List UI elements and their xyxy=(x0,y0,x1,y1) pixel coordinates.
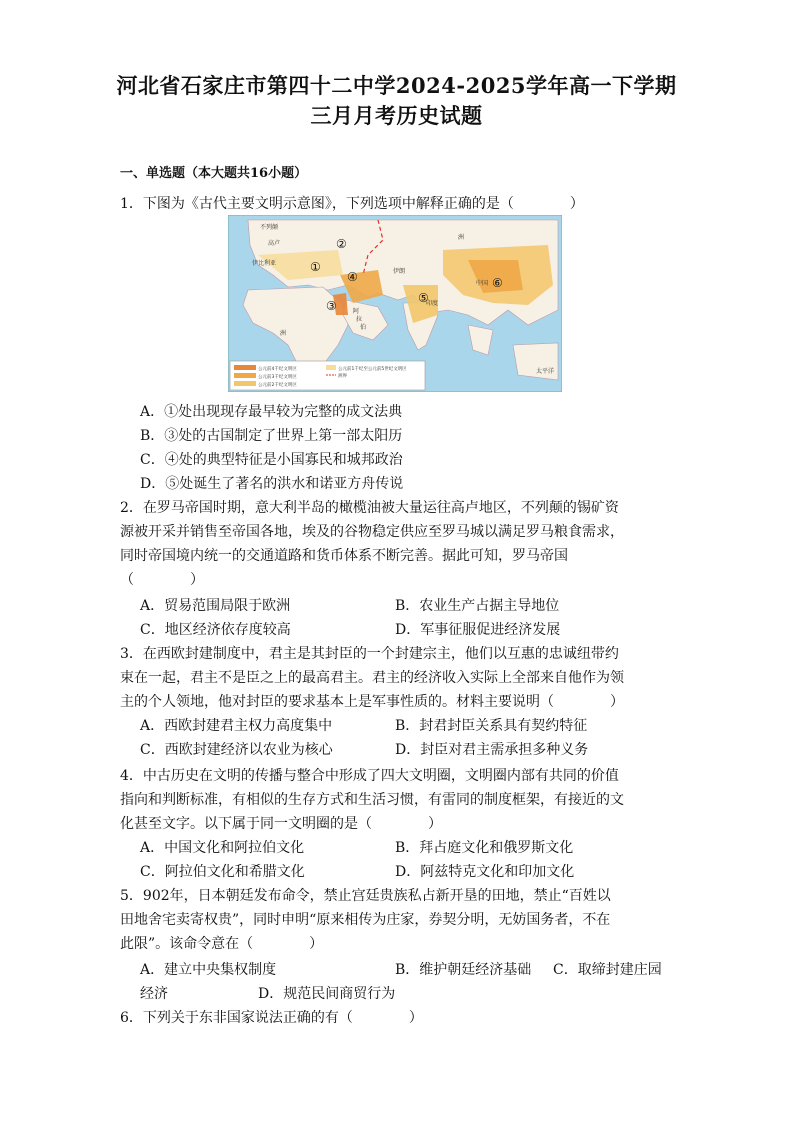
legend-2: 公元前3千纪文明区 xyxy=(258,375,297,380)
label-zhongguo: 中国 xyxy=(476,280,489,287)
q4-line1: 4．中古历史在文明的传播与整合中形成了四大文明圈，文明圈内部有共同的价值 xyxy=(120,768,619,784)
q6-line1: 6．下列关于东非国家说法正确的有（ ） xyxy=(120,1010,423,1026)
q1-option-c: C．④处的典型特征是小国寡民和城邦政治 xyxy=(140,452,403,468)
label-yilang: 伊朗 xyxy=(393,268,406,275)
label-taipingyang: 太平洋 xyxy=(536,368,555,375)
q3-option-c: C．西欧封建经济以农业为核心 xyxy=(140,742,333,758)
marker-5: ⑤ xyxy=(418,291,429,305)
q5-option-d: D．规范民间商贸行为 xyxy=(258,986,396,1002)
legend-5: 洲界 xyxy=(338,374,347,379)
q1-option-d: D．⑤处诞生了著名的洪水和诺亚方舟传说 xyxy=(140,476,404,492)
section-heading: 一、单选题（本大题共16小题） xyxy=(120,166,308,181)
document-title-line2: 三月月考历史试题 xyxy=(310,103,483,128)
q2-option-c: C．地区经济依存度较高 xyxy=(140,622,291,638)
q1-option-a: A．①处出现现存最早较为完整的成文法典 xyxy=(140,404,403,420)
marker-1: ① xyxy=(310,260,321,274)
q1-option-b: B．③处的古国制定了世界上第一部太阳历 xyxy=(140,428,403,444)
q4-line3: 化甚至文字。以下属于同一文明圈的是（ ） xyxy=(120,816,442,832)
q5-line1: 5．902年，日本朝廷发布命令，禁止宫廷贵族私占新开垦的田地，禁止“百姓以 xyxy=(120,888,611,904)
q2-line4: （ ） xyxy=(120,572,204,588)
legend-3: 公元前2千纪文明区 xyxy=(258,383,297,388)
q3-option-b: B．封君封臣关系具有契约特征 xyxy=(395,718,588,734)
q2-line1: 2．在罗马帝国时期，意大利半岛的橄榄油被大量运往高卢地区，不列颠的锡矿资 xyxy=(120,500,619,516)
q5-line3: 此限”。该命令意在（ ） xyxy=(120,936,324,952)
q5-option-c-continued: 经济 xyxy=(140,986,168,1002)
marker-2: ② xyxy=(336,237,347,251)
label-buliedian: 不列颠 xyxy=(260,224,279,231)
q5-option-c: C．取缔封建庄园 xyxy=(553,962,662,978)
ancient-civilizations-map xyxy=(228,215,562,392)
q2-option-d: D．军事征服促进经济发展 xyxy=(395,622,561,638)
label-la: 拉 xyxy=(356,316,363,323)
label-a: 阿 xyxy=(353,308,360,315)
q3-line2: 束在一起，君主不是臣之上的最高君主。君主的经济收入实际上全部来自他作为领 xyxy=(120,670,624,686)
q4-line2: 指向和判断标准，有相似的生存方式和生活习惯，有雷同的制度框架，有接近的文 xyxy=(120,792,624,808)
marker-6: ⑥ xyxy=(492,276,503,290)
q5-option-a: A．建立中央集权制度 xyxy=(140,962,277,978)
label-yibiliya: 伊比利亚 xyxy=(252,260,277,267)
label-zhou1: 洲 xyxy=(280,330,287,337)
q5-option-b: B．维护朝廷经济基础 xyxy=(395,962,532,978)
legend-1: 公元前4千纪文明区 xyxy=(258,367,297,372)
marker-3: ③ xyxy=(326,299,337,313)
marker-4: ④ xyxy=(347,270,358,284)
q4-option-b: B．拜占庭文化和俄罗斯文化 xyxy=(395,840,574,856)
q2-option-a: A．贸易范围局限于欧洲 xyxy=(140,598,291,614)
q2-line3: 同时帝国境内统一的交通道路和货币体系不断完善。据此可知，罗马帝国 xyxy=(120,548,568,564)
label-zhou2: 洲 xyxy=(458,234,465,241)
q4-option-c: C．阿拉伯文化和希腊文化 xyxy=(140,864,305,880)
q3-option-a: A．西欧封建君主权力高度集中 xyxy=(140,718,333,734)
q4-option-a: A．中国文化和阿拉伯文化 xyxy=(140,840,305,856)
q2-option-b: B．农业生产占据主导地位 xyxy=(395,598,560,614)
label-bo: 伯 xyxy=(360,324,367,331)
label-gaolu: 高卢 xyxy=(268,240,281,247)
q3-line1: 3．在西欧封建制度中，君主是其封臣的一个封建宗主，他们以互惠的忠诚纽带约 xyxy=(120,646,619,662)
q4-option-d: D．阿兹特克文化和印加文化 xyxy=(395,864,575,880)
q3-line3: 主的个人领地，他对封臣的要求基本上是军事性质的。材料主要说明（ ） xyxy=(120,694,624,710)
q5-line2: 田地舍宅卖寄权贵”，同时申明“原来相传为庄家，券契分明，无妨国务者，不在 xyxy=(120,912,611,928)
legend-4: 公元前1千纪至公元前5世纪文明区 xyxy=(338,367,407,372)
document-title-line1: 河北省石家庄市第四十二中学2024-2025学年高一下学期 xyxy=(116,73,677,98)
label-yindu: 印度 xyxy=(426,300,439,307)
q3-option-d: D．封臣对君主需承担多种义务 xyxy=(395,742,589,758)
q1-stem: 1．下图为《古代主要文明示意图》，下列选项中解释正确的是（ ） xyxy=(120,196,584,212)
q2-line2: 源被开采并销售至帝国各地，埃及的谷物稳定供应至罗马城以满足罗马粮食需求， xyxy=(120,524,624,540)
